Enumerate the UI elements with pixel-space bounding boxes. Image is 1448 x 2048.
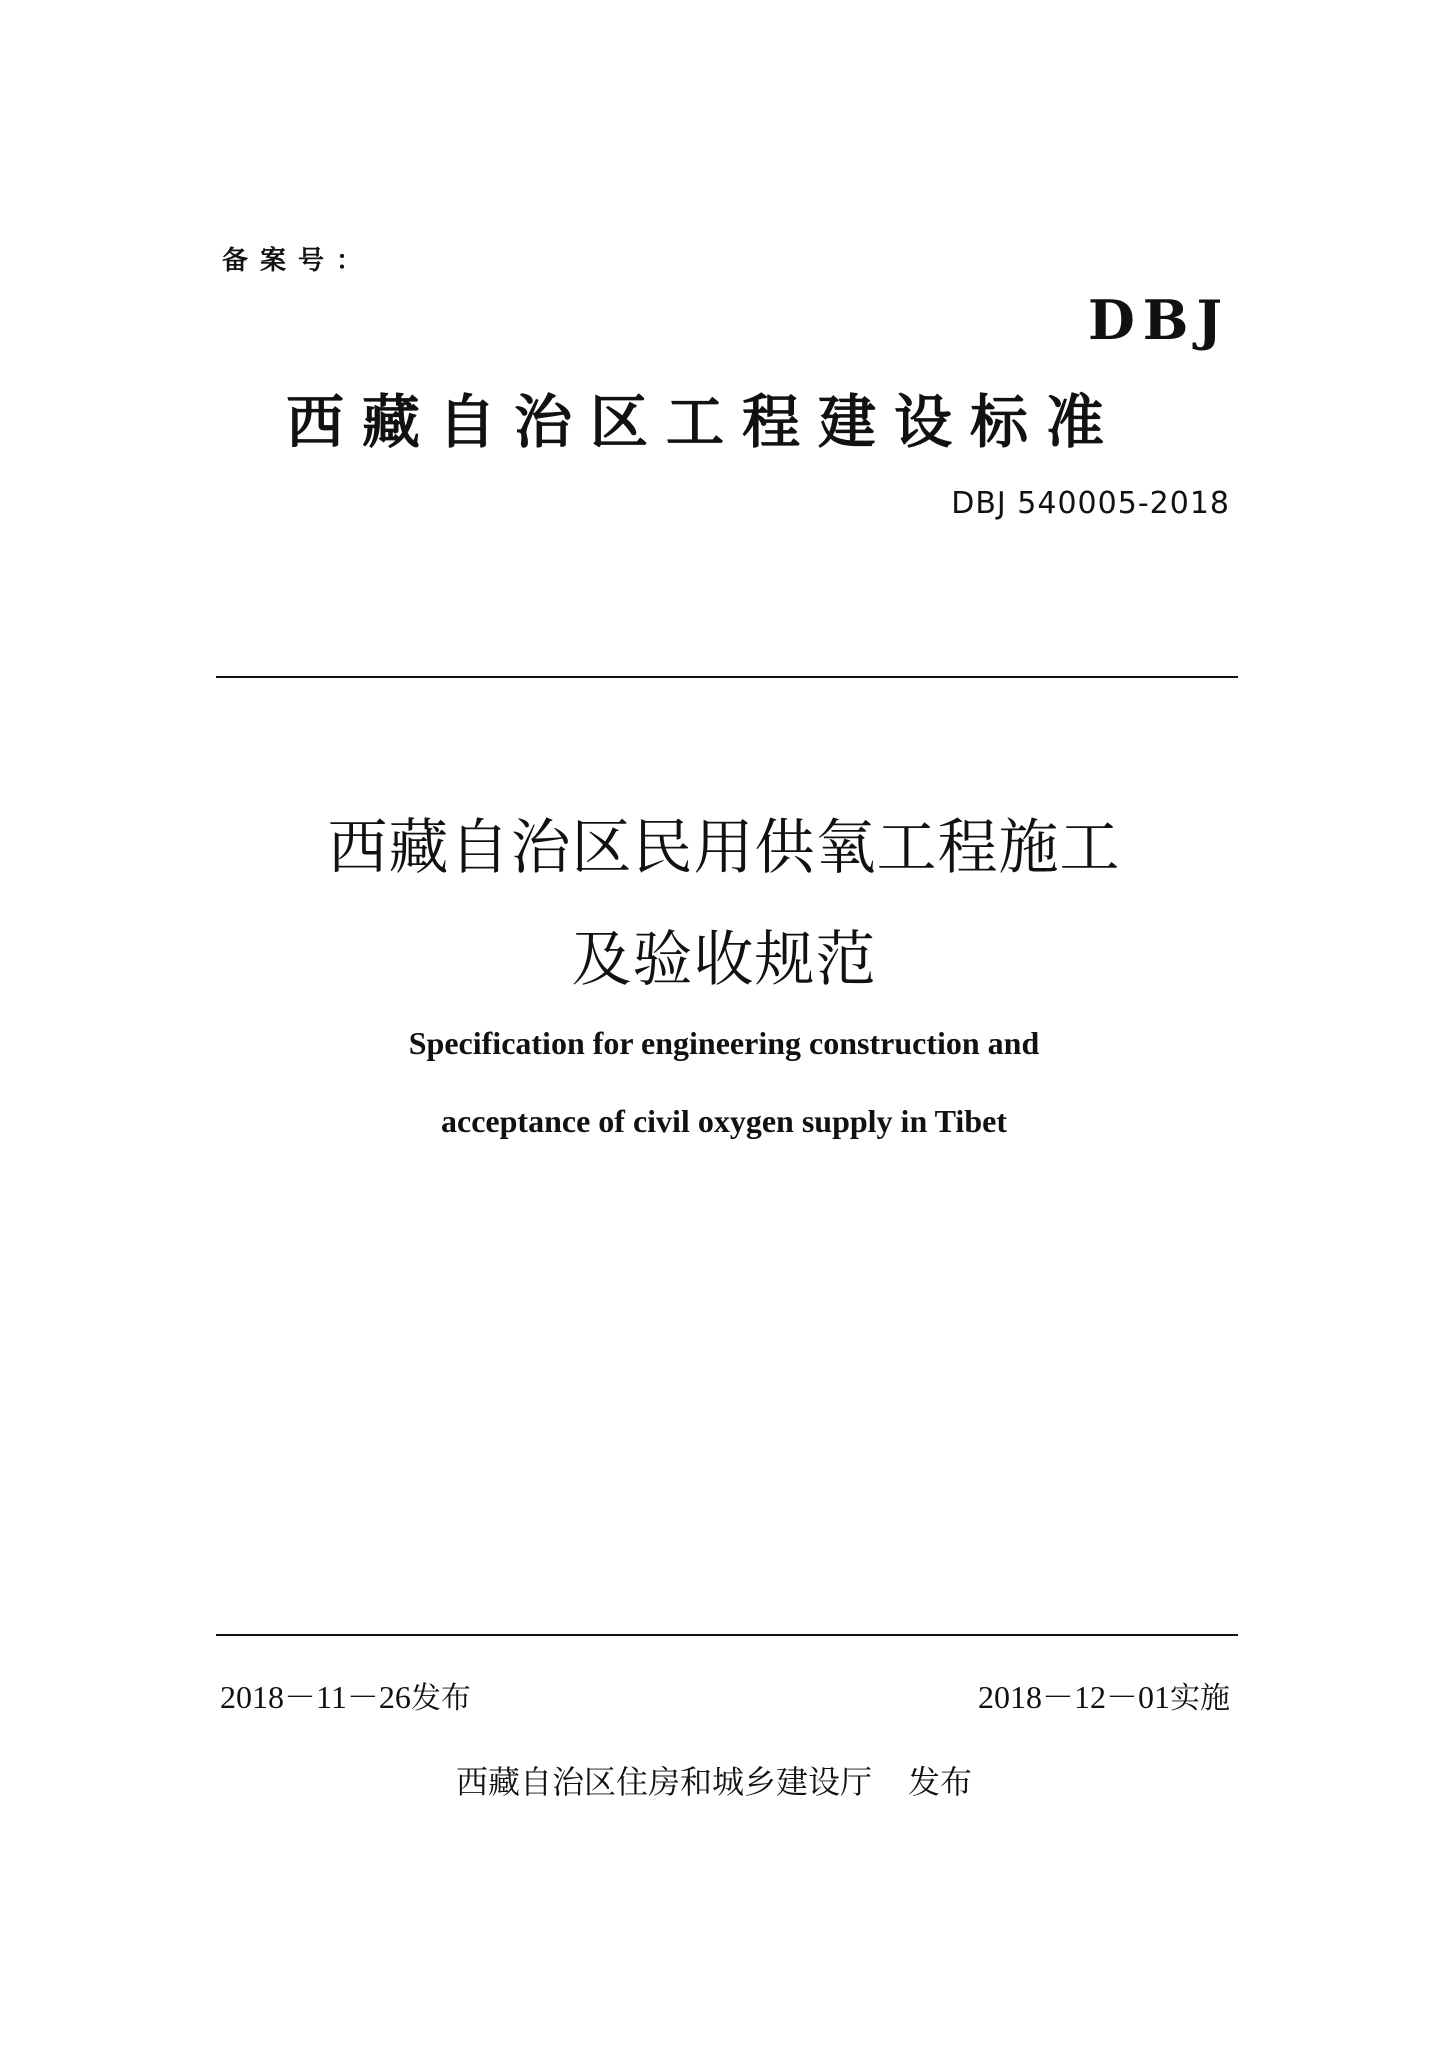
effective-label: 实施: [1170, 1681, 1230, 1716]
publisher-line: [0, 1757, 1448, 1803]
record-number-label: 备案号：: [222, 246, 375, 276]
document-title-zh-line1: 西藏自治区民用供氧工程施工: [327, 813, 1121, 883]
effective-date: 2018－12－01: [977, 1679, 1170, 1715]
document-title-en-line2: acceptance of civil oxygen supply in Tibet: [441, 1103, 1007, 1139]
issue-date-block: [220, 1672, 471, 1718]
top-divider: [216, 676, 1238, 678]
document-title-en-line1: Specification for engineering construction and: [408, 1025, 1040, 1061]
standard-series-code: DBJ: [1087, 288, 1230, 352]
bottom-divider: [216, 1634, 1238, 1636]
issue-date: 2018－11－26: [220, 1679, 411, 1715]
standard-category-title: 西藏自治区工程建设标准: [285, 388, 1122, 456]
effective-date-block: [978, 1672, 1230, 1718]
publisher-name: 西藏自治区住房和城乡建设厅: [455, 1763, 872, 1801]
issue-label: 发布: [410, 1681, 471, 1716]
publisher-action: 发布: [908, 1763, 973, 1801]
standard-number: DBJ 540005-2018: [951, 486, 1230, 521]
document-title-zh-line2: 及验收规范: [571, 925, 877, 995]
